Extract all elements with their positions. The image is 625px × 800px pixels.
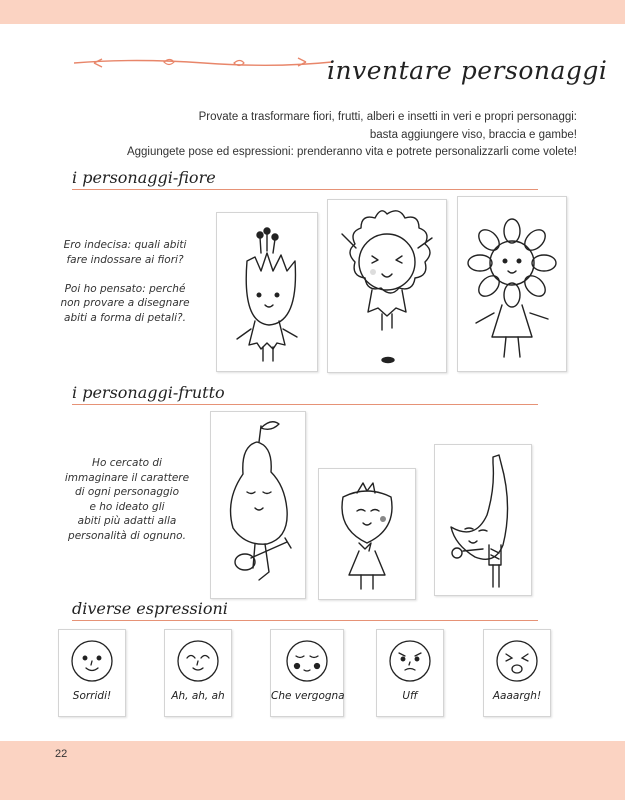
flower-head-character-drawing [327,199,447,373]
annoyed-face-icon [385,636,435,686]
intro-text [57,109,577,162]
strawberry-girl-drawing [318,468,416,600]
flowers-rule [72,189,538,190]
fruits-note: Ho cercato di immaginare il carattere di ogni personaggio e ho ideato gli abiti più adatti alla personalità di ognuno. [64,457,190,542]
expression-card [58,629,126,717]
intro-line: Provate a trasformare fiori, frutti, alberi e insetti in veri e propri personaggi: [198,111,577,123]
screaming-face-icon [492,636,542,686]
expression-label: Aaaargh! [492,690,542,702]
expression-card [483,629,551,717]
flowers-heading: i personaggi-fiore [72,168,216,187]
expression-card [270,629,344,717]
expressions-heading: diverse espressioni [72,599,228,618]
expression-label: Sorridi! [72,690,112,702]
expression-card [376,629,444,717]
page-number: 22 [55,748,68,760]
banana-character-drawing [434,444,532,596]
top-band [0,0,625,24]
expressions-rule [72,620,538,621]
blushing-face-icon [282,636,332,686]
fruits-heading: i personaggi-frutto [72,383,225,402]
bottom-band [0,741,625,800]
flowers-note: Ero indecisa: quali abiti fare indossare ai fiori? Poi ho pensato: perché non provare a disegnare abiti a forma di petali?. [60,239,190,324]
expression-label: Uff [402,690,418,702]
expression-label: Ah, ah, ah [171,690,225,702]
title-decoration [74,54,332,72]
pear-guitarist-drawing [210,411,306,599]
expression-label: Che vergogna [271,690,345,702]
smiling-face-icon [67,636,117,686]
laughing-face-icon [173,636,223,686]
expression-card [164,629,232,717]
intro-line: Aggiungete pose ed espressioni: prenderanno vita e potrete personalizzarli come volete! [126,146,577,158]
page-title: inventare personaggi [327,56,608,85]
fruits-rule [72,404,538,405]
daisy-character-drawing [457,196,567,372]
intro-line: basta aggiungere viso, braccia e gambe! [369,128,577,141]
tulip-character-drawing [216,212,318,372]
